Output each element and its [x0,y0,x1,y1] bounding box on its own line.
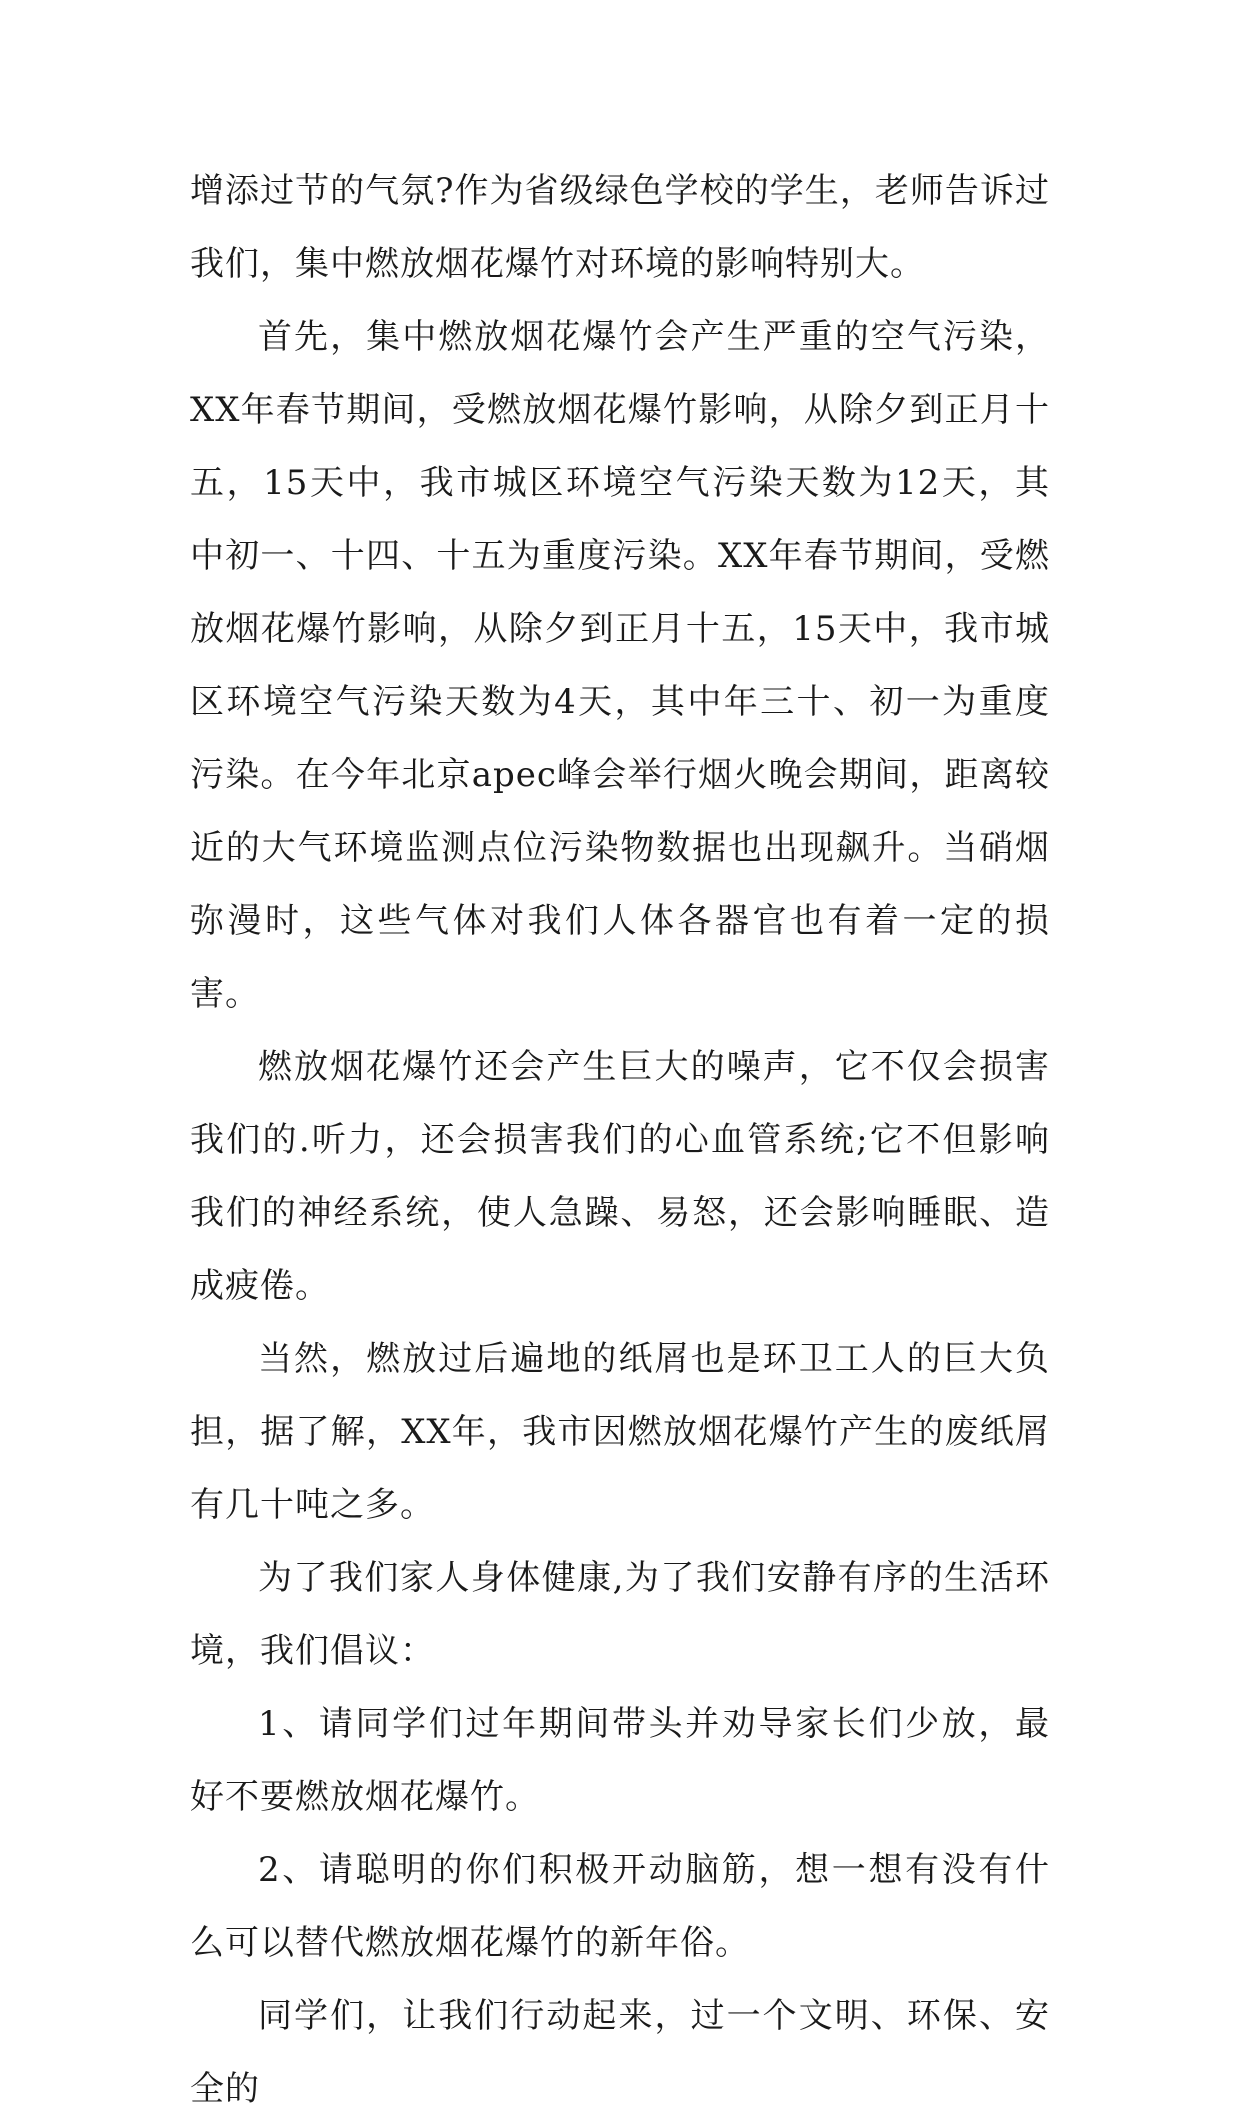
paragraph-noise: 燃放烟花爆竹还会产生巨大的噪声，它不仅会损害我们的.听力，还会损害我们的心血管系统;它不但影响我们的神经系统，使人急躁、易怒，还会影响睡眠、造成疲倦。 [190,1047,1050,1306]
paragraph-air-pollution: 首先，集中燃放烟花爆竹会产生严重的空气污染，XX年春节期间，受燃放烟花爆竹影响，从除夕到正月十五，15天中，我市城区环境空气污染天数为12天，其中初一、十四、十五为重度污染。XX年春节期间，受燃放烟花爆竹影响，从除夕到正月十五，15天中，我市城区环境空气污染天数为4天，其中年三十、初一为重度污染。在今年北京apec峰会举行烟火晚会期间，距离较近的大气环境监测点位污染物数据也出现飙升。当硝烟弥漫时，这些气体对我们人体各器官也有着一定的损害。 [190,317,1050,1014]
paragraph-proposal-intro: 为了我们家人身体健康,为了我们安静有序的生活环境，我们倡议： [190,1558,1050,1671]
document-body [190,155,1050,2126]
paragraph-proposal-1: 1、请同学们过年期间带头并劝导家长们少放，最好不要燃放烟花爆竹。 [190,1704,1050,1817]
paragraph-call-to-action: 同学们，让我们行动起来，过一个文明、环保、安全的 [190,1996,1050,2109]
paragraph-paper-waste: 当然，燃放过后遍地的纸屑也是环卫工人的巨大负担，据了解，XX年，我市因燃放烟花爆竹产生的废纸屑有几十吨之多。 [190,1339,1050,1525]
paragraph-proposal-2: 2、请聪明的你们积极开动脑筋，想一想有没有什么可以替代燃放烟花爆竹的新年俗。 [190,1850,1050,1963]
paragraph-continuation: 增添过节的气氛?作为省级绿色学校的学生，老师告诉过我们，集中燃放烟花爆竹对环境的影响特别大。 [190,171,1050,284]
